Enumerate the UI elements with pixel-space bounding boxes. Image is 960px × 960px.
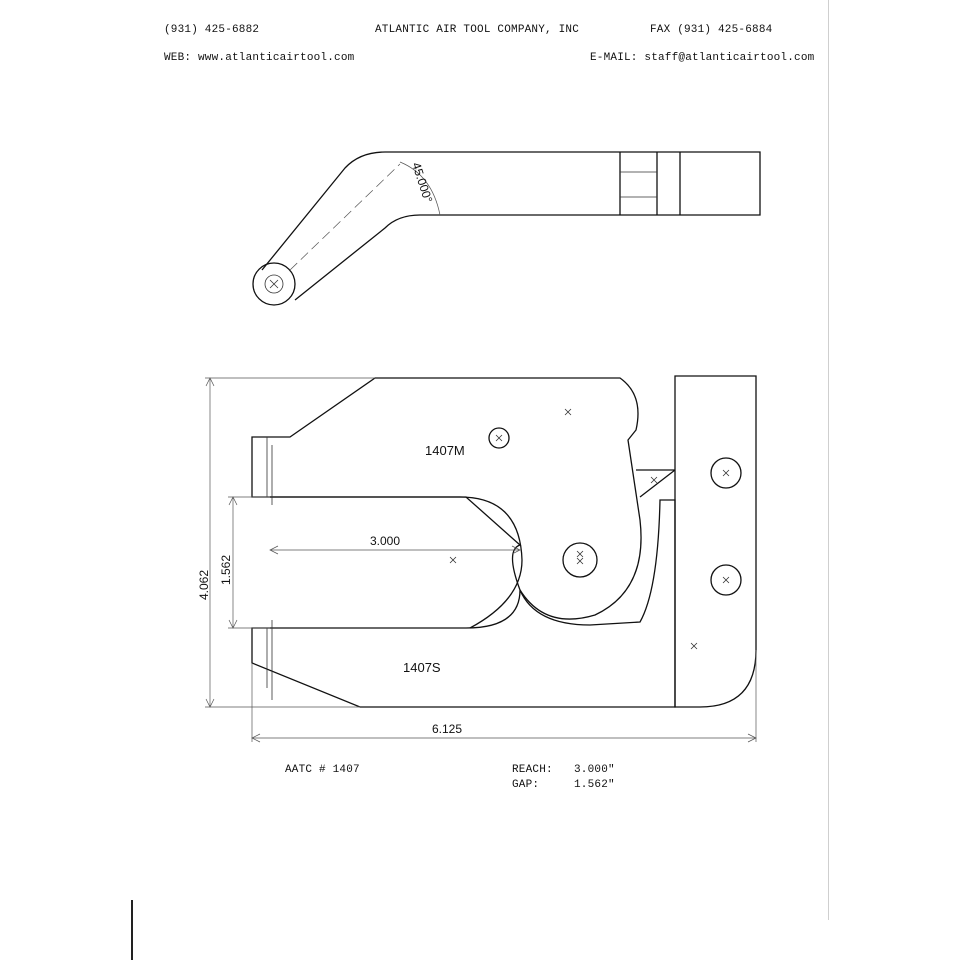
reach-value: 3.000" — [574, 764, 615, 776]
gap-value: 1.562" — [574, 779, 615, 791]
top-view-arm — [253, 152, 760, 305]
model-number: AATC # 1407 — [285, 764, 360, 776]
width-dimension-label: 6.125 — [432, 722, 463, 736]
main-view-yoke — [252, 376, 756, 707]
header-fax: FAX (931) 425-6884 — [650, 24, 773, 36]
reach-dimension-label: 3.000 — [370, 534, 401, 548]
part-label-1407s: 1407S — [403, 660, 441, 675]
gap-dimension-label: 1.562 — [219, 554, 233, 585]
height-dimension-label: 4.062 — [197, 569, 211, 600]
header-web: WEB: www.atlanticairtool.com — [164, 52, 355, 64]
reach-label: REACH: — [512, 764, 553, 776]
header-email: E-MAIL: staff@atlanticairtool.com — [590, 52, 815, 64]
header-phone: (931) 425-6882 — [164, 24, 260, 36]
gap-label: GAP: — [512, 779, 540, 791]
header-company: ATLANTIC AIR TOOL COMPANY, INC — [375, 24, 580, 36]
angle-dimension-label: 45.000° — [409, 160, 436, 205]
part-label-1407m: 1407M — [425, 443, 465, 458]
dimensions — [197, 378, 756, 742]
